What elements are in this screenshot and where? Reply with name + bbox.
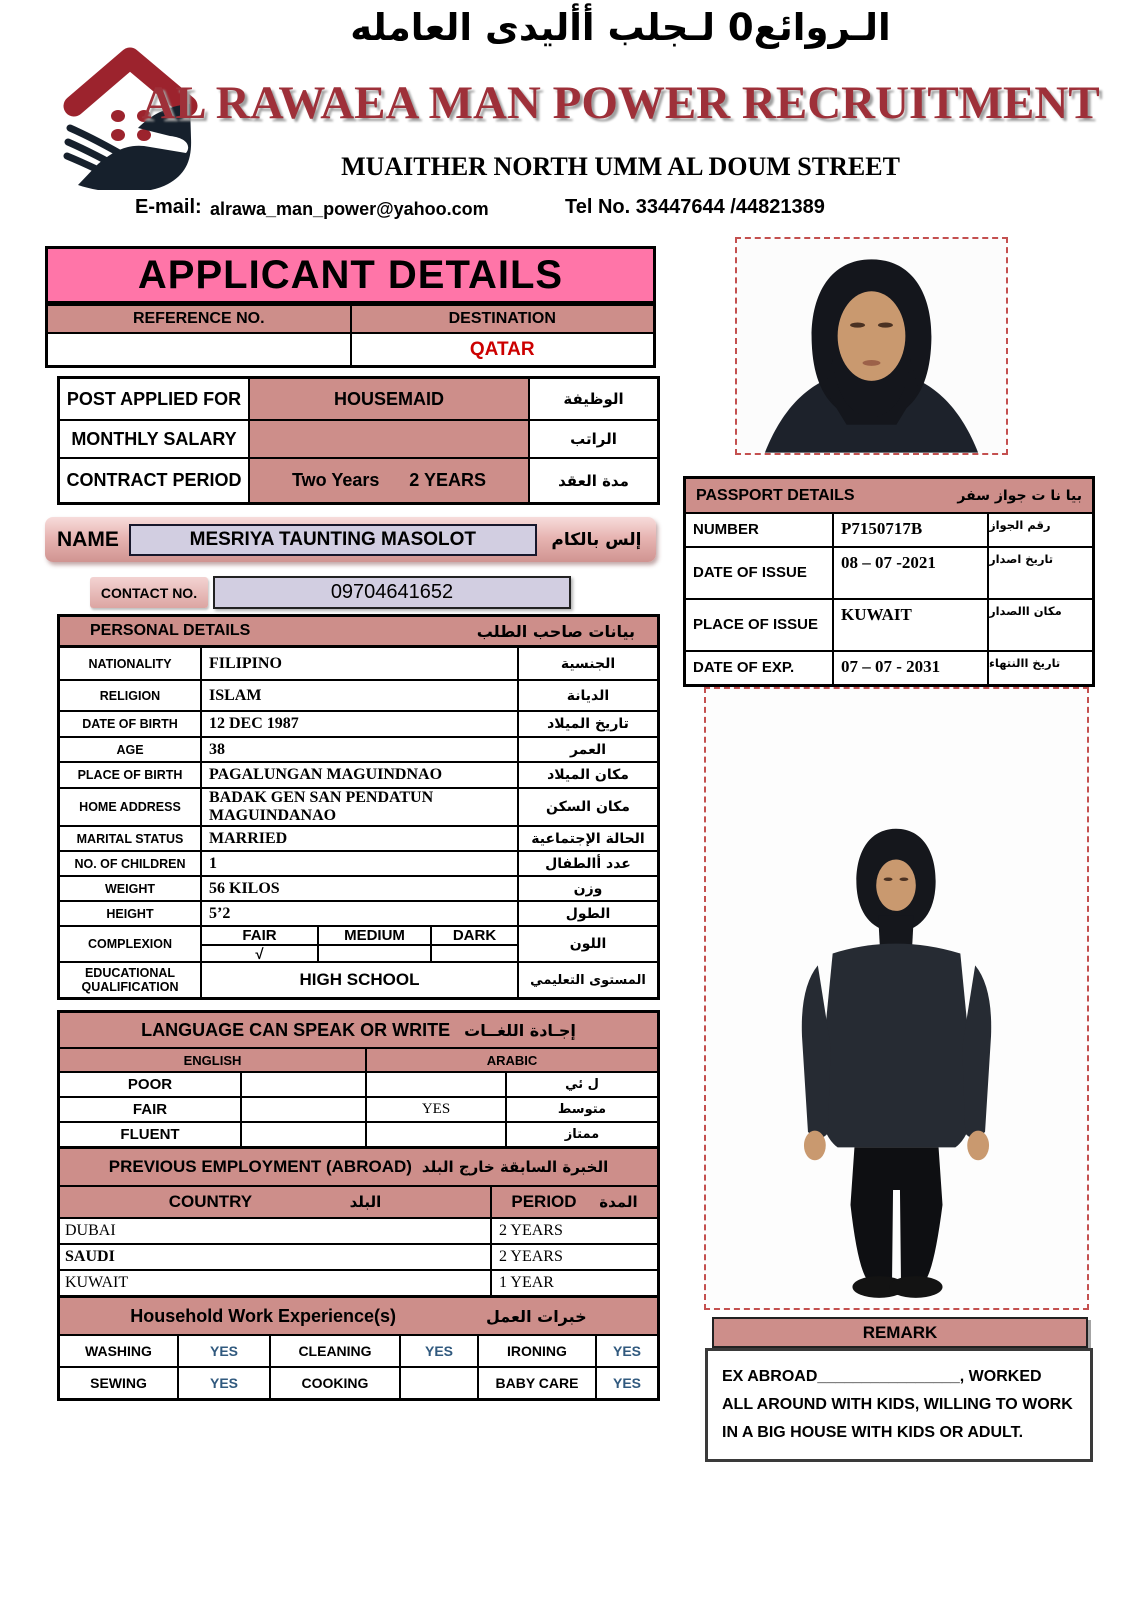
complexion-label-arabic: اللون: [569, 936, 607, 952]
monthly-salary-label: MONTHLY SALARY: [71, 428, 237, 449]
company-name: AL RAWAEA MAN POWER RECRUITMENT: [141, 77, 1100, 129]
employment-row: [60, 1243, 657, 1269]
reference-no-value: [48, 334, 350, 365]
passport-row-arabic: رقم الجواز: [987, 514, 1092, 546]
name-bar: [45, 517, 656, 562]
complexion-row: [60, 925, 657, 961]
household-skill-value: YES: [177, 1336, 269, 1366]
row-label-arabic: الحالة الإجتماعية: [531, 830, 645, 847]
passport-details-table: [683, 476, 1095, 687]
language-level-label: FAIR: [132, 1101, 168, 1118]
row-value: 1: [200, 852, 519, 875]
contract-period-value2: 2 YEARS: [409, 470, 486, 490]
household-experience-table: [57, 1298, 660, 1401]
employment-row: [60, 1269, 657, 1295]
passport-row: [686, 650, 1092, 684]
row-value: MARRIED: [200, 827, 519, 850]
post-applied-arabic: الوظيفة: [563, 390, 624, 408]
table-row: [60, 787, 657, 825]
row-label-arabic: الجنسية: [560, 655, 616, 672]
household-skill-label: BABY CARE: [477, 1368, 595, 1398]
language-english-value: [240, 1098, 365, 1121]
employment-period: 2 YEARS: [490, 1245, 657, 1269]
passport-row-label: DATE OF EXP.: [693, 658, 795, 676]
email-address: alrawa_man_power@yahoo.com: [210, 199, 489, 219]
language-title: LANGUAGE CAN SPEAK OR WRITE: [141, 1019, 451, 1040]
row-label-arabic: العمر: [569, 741, 607, 758]
education-label: EDUCATIONAL QUALIFICATION: [81, 966, 179, 994]
post-salary-contract-table: [57, 376, 660, 505]
language-row: [60, 1096, 657, 1121]
personal-details-title: PERSONAL DETAILS: [90, 622, 251, 639]
household-skill-value: YES: [595, 1368, 657, 1398]
language-level-label: POOR: [127, 1076, 173, 1093]
row-value: BADAK GEN SAN PENDATUN MAGUINDANAO: [209, 788, 434, 824]
reference-no-header: REFERENCE NO.: [132, 310, 265, 327]
row-label-arabic: وزن: [573, 880, 603, 897]
language-level-arabic: ل ئي: [505, 1073, 657, 1096]
passport-row-arabic: تاريخ االنتهاء: [987, 652, 1092, 684]
passport-row-arabic: مكان االصدار: [987, 600, 1092, 650]
employment-country: KUWAIT: [65, 1274, 129, 1291]
complexion-label: COMPLEXION: [87, 937, 173, 951]
previous-employment-table: [57, 1149, 660, 1298]
passport-row-value: 07 – 07 - 2031: [832, 652, 987, 684]
table-row: [60, 761, 657, 787]
table-row: [60, 679, 657, 710]
remark-text: EX ABROAD________________, WORKED ALL AROUND WITH KIDS, WILLING TO WORK IN A BIG HOUSE WITH KIDS OR ADULT.: [705, 1348, 1093, 1462]
name-label: NAME: [57, 527, 119, 551]
passport-row-value: KUWAIT: [832, 600, 987, 650]
name-field: MESRIYA TAUNTING MASOLOT: [129, 524, 537, 556]
row-label-arabic: الديانة: [566, 687, 610, 704]
row-label: AGE: [116, 742, 144, 757]
language-english-value: [240, 1123, 365, 1146]
country-header-arabic: البلد: [349, 1193, 382, 1211]
language-col-english: ENGLISH: [183, 1052, 242, 1068]
passport-row: [686, 598, 1092, 650]
period-header: PERIOD: [511, 1192, 577, 1211]
row-label-arabic: مكان السكن: [546, 799, 630, 815]
destination-header: DESTINATION: [350, 306, 654, 332]
row-label-arabic: الطول: [565, 905, 611, 922]
household-skill-label: SEWING: [90, 1375, 147, 1391]
passport-row: [686, 512, 1092, 546]
post-applied-row: [60, 379, 657, 419]
row-label: MARITAL STATUS: [76, 831, 184, 846]
row-value: 12 DEC 1987: [200, 712, 519, 736]
household-skill-value: YES: [399, 1336, 477, 1366]
household-title: Household Work Experience(s): [130, 1305, 397, 1326]
passport-title: PASSPORT DETAILS: [696, 486, 855, 504]
applicant-portrait-photo: [735, 237, 1008, 455]
post-applied-label: POST APPLIED FOR: [66, 388, 242, 409]
household-row: [60, 1334, 657, 1366]
passport-row-value: P7150717B: [832, 514, 987, 546]
passport-row-value: 08 – 07 -2021: [832, 548, 987, 598]
employment-country: DUBAI: [65, 1222, 116, 1239]
monthly-salary-row: [60, 419, 657, 457]
contract-period-row: [60, 457, 657, 502]
household-title-arabic: خبرات العمل: [486, 1306, 587, 1326]
row-value: 56 KILOS: [200, 877, 519, 900]
personal-details-header: [57, 614, 660, 648]
contract-period-arabic: مدة العقد: [558, 471, 629, 490]
destination-value: QATAR: [350, 334, 654, 365]
language-arabic-value: YES: [365, 1098, 505, 1121]
language-row: [60, 1121, 657, 1146]
household-skill-label: CLEANING: [269, 1336, 399, 1366]
employment-period: 2 YEARS: [490, 1219, 657, 1243]
row-label: HEIGHT: [106, 906, 154, 921]
language-title-arabic: إجـادة اللغــات: [464, 1020, 576, 1040]
passport-row-label: DATE OF ISSUE: [693, 563, 807, 581]
table-row: [60, 648, 657, 679]
language-row: [60, 1071, 657, 1096]
row-label: NATIONALITY: [88, 656, 172, 671]
employment-title: PREVIOUS EMPLOYMENT (ABROAD): [108, 1157, 412, 1176]
passport-row-arabic: تاريخ اصدار: [987, 548, 1092, 598]
household-row: [60, 1366, 657, 1398]
contract-period-label: CONTRACT PERIOD: [66, 470, 242, 490]
table-row: [60, 900, 657, 925]
language-arabic-value: [365, 1073, 505, 1096]
row-label: WEIGHT: [105, 881, 155, 896]
email-label: E-mail:: [135, 196, 202, 218]
contact-no-label: CONTACT NO.: [90, 577, 208, 608]
row-value: ISLAM: [200, 681, 519, 710]
row-value: FILIPINO: [200, 648, 519, 679]
education-label-arabic: المستوى التعليمي: [530, 972, 646, 988]
portrait-photo-graphic: [737, 239, 1006, 453]
contact-row: [90, 576, 675, 609]
reference-destination-table: [45, 304, 656, 368]
contract-period-value: Two Years: [292, 470, 380, 490]
language-english-value: [240, 1073, 365, 1096]
applicant-details-title: APPLICANT DETAILS: [45, 246, 656, 304]
household-skill-label: IRONING: [477, 1336, 595, 1366]
row-label: DATE OF BIRTH: [82, 717, 178, 731]
employment-title-arabic: الخبرة السابقة خارج البلد: [421, 1158, 609, 1176]
row-value: 5’2: [200, 902, 519, 925]
household-skill-label: COOKING: [269, 1368, 399, 1398]
company-address: MUAITHER NORTH UMM AL DOUM STREET: [341, 152, 900, 181]
education-row: [60, 961, 657, 997]
employment-country: SAUDI: [65, 1248, 115, 1265]
complexion-check-fair: √: [255, 946, 264, 963]
passport-row-label: NUMBER: [693, 520, 759, 538]
language-arabic-value: [365, 1123, 505, 1146]
full-body-photo-graphic: [706, 689, 1087, 1308]
row-label-arabic: عدد أالطفال: [545, 855, 631, 872]
language-level-arabic: متوسط: [505, 1098, 657, 1121]
period-header-arabic: المدة: [599, 1193, 638, 1211]
household-skill-value: [399, 1368, 477, 1398]
household-skill-value: YES: [595, 1336, 657, 1366]
row-label: PLACE OF BIRTH: [77, 768, 183, 782]
row-label: HOME ADDRESS: [79, 800, 181, 814]
telephone-numbers: Tel No. 33447644 /44821389: [565, 196, 825, 218]
monthly-salary-value: [248, 421, 530, 457]
complexion-option-fair: FAIR: [242, 927, 277, 944]
language-table: [57, 1010, 660, 1149]
form-left-column: [45, 246, 675, 1401]
row-value: PAGALUNGAN MAGUINDNAO: [200, 763, 519, 787]
row-label: NO. OF CHILDREN: [74, 856, 186, 871]
passport-title-arabic: بيا نا ت جواز سفر: [957, 487, 1082, 504]
table-row: [60, 710, 657, 736]
personal-details-table: [57, 648, 660, 1000]
name-label-arabic: إلس بالكام: [551, 529, 642, 550]
contact-no-field: 09704641652: [213, 576, 571, 609]
education-value: HIGH SCHOOL: [200, 963, 519, 997]
table-row: [60, 825, 657, 850]
row-label-arabic: مكان الميلاد: [547, 767, 629, 783]
language-level-label: FLUENT: [120, 1126, 180, 1143]
row-label-arabic: تاريخ الميلاد: [547, 716, 629, 732]
passport-row-label: PLACE OF ISSUE: [693, 615, 819, 633]
row-label: RELIGION: [99, 688, 161, 703]
language-level-arabic: ممتاز: [505, 1123, 657, 1146]
complexion-option-medium: MEDIUM: [317, 927, 430, 944]
post-applied-value: HOUSEMAID: [248, 379, 530, 419]
agency-title-arabic: الـروائع0 لـجلب أأليدى العامله: [350, 6, 891, 49]
household-skill-label: WASHING: [85, 1343, 152, 1359]
table-row: [60, 736, 657, 761]
remark-header: REMARK: [712, 1317, 1088, 1348]
monthly-salary-arabic: الراتب: [570, 430, 617, 448]
personal-details-title-arabic: بيانات صاحب الطلب: [476, 621, 635, 641]
table-row: [60, 875, 657, 900]
language-col-arabic: ARABIC: [365, 1049, 657, 1071]
passport-row: [686, 546, 1092, 598]
complexion-option-dark: DARK: [430, 927, 517, 944]
row-value: 38: [200, 738, 519, 761]
complexion-check-dark: [430, 946, 517, 963]
applicant-full-body-photo: [704, 687, 1089, 1310]
household-skill-value: YES: [177, 1368, 269, 1398]
country-header: COUNTRY: [168, 1192, 253, 1211]
table-row: [60, 850, 657, 875]
complexion-check-medium: [317, 946, 430, 963]
employment-period: 1 YEAR: [490, 1271, 657, 1295]
employment-row: [60, 1217, 657, 1243]
